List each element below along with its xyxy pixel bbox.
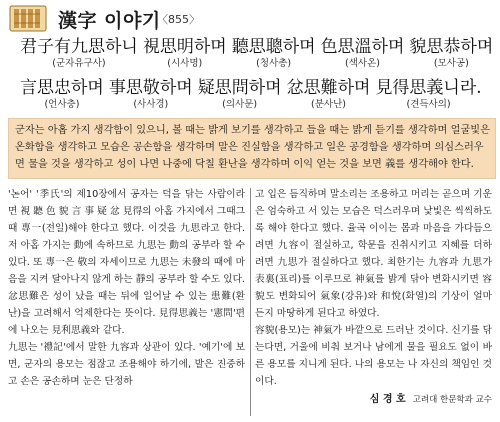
quote-hanja: 言思忠하며	[20, 78, 104, 98]
scroll-book-icon	[8, 3, 50, 33]
quote-reading: (언사충)	[44, 99, 80, 110]
quote-segment	[287, 77, 371, 111]
quote-reading: (모사공)	[433, 58, 469, 69]
issue-number: 〈855〉	[157, 13, 200, 26]
quote-segment	[143, 36, 227, 70]
translation-box	[8, 118, 496, 179]
quote-hanja: 忿思難하며	[286, 78, 371, 98]
article-column-left	[8, 186, 245, 390]
header	[8, 3, 492, 33]
column-divider	[250, 188, 251, 416]
quote-hanja: 色思溫하며	[320, 37, 405, 57]
quote-segment	[109, 77, 193, 111]
paragraph: '논어' '季氏'의 제10장에서 공자는 덕을 닦는 사람이라면 視 聽 色 貌 言 事 疑 忿 見得의 아홉 가지에서 그때그때 專一(전일)해야 한다고 했다. 이것을 九思라고 한다. 저 아홉 가지는 動에 속하므로 九思는 動의 공부라 할 수 있다. 또 專一은 敬의 자세이므로 九思는 未發의 때에 마음을 지켜 달아나지 않게 하는 靜의 공부라 할 수도 있다. 忿思難은 성이 났을 때는 뒤에 일어날 수 있는 患難(환난)을 고려해서 억제한다는 뜻이다. 見得思義는 '憲問'편에 나오는 見利思義와 같다.	[8, 189, 246, 336]
author-affiliation: 고려대 한문학과 교수	[412, 395, 492, 405]
quote-segment	[198, 77, 282, 111]
quote-line	[20, 77, 492, 118]
quote-segment	[375, 77, 481, 111]
paragraph: 容貌(용모)는 神氣가 바깥으로 드러난 것이다. 신기를 닦는다면, 거울에 비춰 보거나 남에게 물을 필요도 없이 바른 용모를 지니게 된다. 나의 용모는 나 자신의 책임인 것이다.	[255, 325, 492, 387]
classical-quote	[20, 36, 492, 118]
quote-hanja: 聽思聰하며	[231, 37, 316, 57]
quote-segment	[20, 36, 138, 70]
paragraph: 고 입은 듬직하며 말소리는 조용하고 머리는 곧으며 기운은 엄숙하고 서 있는 모습은 덕스러우며 낯빛은 씩씩하도록 해야 한다고 했다. 율곡 이이는 몸과 마음을 가다듬으려면 九容이 절실하고, 학문을 진취시키고 지혜를 더하려면 九思가 절실하다고 했다. 최한기는 九容과 九思가 表裏(표리)를 이루므로 神氣를 밝게 닦아 변화시키면 容貌도 변화되어 氣象(강유)와 和悅(화열)의 기상이 얼마든지 마땅하게 된다고 하였다.	[255, 189, 492, 319]
quote-reading: (군자유구사)	[52, 58, 106, 69]
quote-hanja: 事思敬하며	[108, 78, 193, 98]
quote-segment	[20, 77, 104, 111]
quote-reading: (의사문)	[222, 99, 258, 110]
quote-line	[20, 36, 492, 77]
author-name: 심 경 호	[369, 394, 406, 405]
paragraph: 九思는 '禮記'에서 말한 九容과 상관이 있다. '예기'에 보면, 군자의 용모는 점잖고 조용해야 하기에, 발은 진중하고 손은 공손하며 눈은 단정하	[8, 342, 245, 387]
quote-segment	[232, 36, 316, 70]
article-column-right	[255, 186, 492, 409]
quote-hanja: 見得思義니라.	[375, 78, 482, 98]
translation-text: 군자는 아홉 가지 생각함이 있으니, 볼 때는 밝게 보기를 생각하고 들을 때는 밝게 듣기를 생각하며 얼굴빛은 온화함을 생각하고 모습은 공손함을 생각하며 말은 진실함을 생각하고 일은 공경함을 생각하며 의심스러우면 물을 것을 생각하고 성이 나면 나중에 닥칠 환난을 생각하며 이익 얻는 것을 보면 義를 생각해야 한다.	[15, 125, 490, 170]
quote-segment	[321, 36, 405, 70]
quote-reading: (시사명)	[167, 58, 203, 69]
quote-hanja: 視思明하며	[142, 37, 227, 57]
article-body	[8, 186, 492, 418]
byline	[255, 391, 492, 409]
quote-reading: (청사총)	[256, 58, 292, 69]
quote-hanja: 君子有九思하니	[20, 37, 138, 57]
quote-segment	[409, 36, 493, 70]
quote-reading: (색사온)	[345, 58, 380, 69]
quote-reading: (사사경)	[133, 99, 169, 110]
quote-hanja: 疑思問하며	[197, 78, 282, 98]
page-title: 漢字 이야기	[58, 10, 161, 32]
quote-reading: (분사난)	[311, 99, 346, 110]
quote-reading: (견득사의)	[406, 99, 451, 110]
quote-hanja: 貌思恭하며	[409, 37, 494, 57]
